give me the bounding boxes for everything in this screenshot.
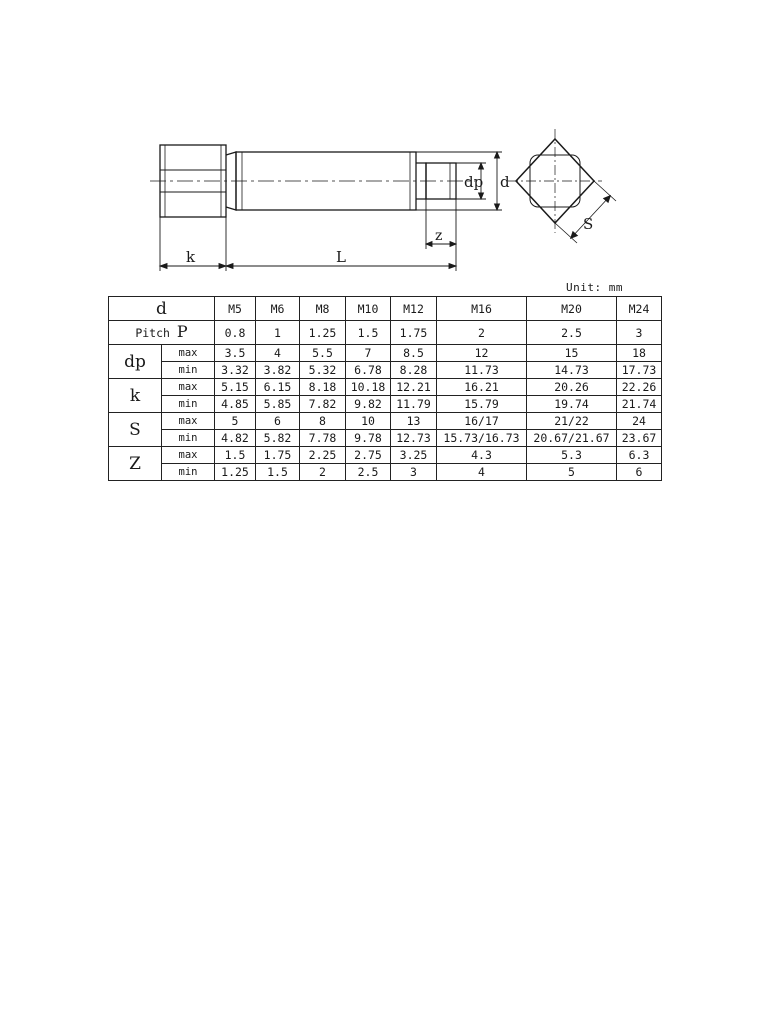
- value-cell: 17.73: [617, 362, 662, 379]
- pitch-cell: 1.5: [346, 321, 391, 345]
- dp-max-row: [109, 345, 662, 362]
- value-cell: 5.15: [215, 379, 256, 396]
- value-cell: 5.82: [256, 430, 300, 447]
- value-cell: 2.25: [300, 447, 346, 464]
- bolt-technical-drawing: [150, 125, 630, 275]
- value-cell: 2.75: [346, 447, 391, 464]
- label-L: L: [336, 248, 346, 266]
- z-label: Z: [109, 447, 162, 481]
- label-k: k: [186, 248, 196, 266]
- size-cell: M10: [346, 297, 391, 321]
- value-cell: 8: [300, 413, 346, 430]
- specification-table: [108, 296, 662, 481]
- size-cell: M20: [527, 297, 617, 321]
- value-cell: 8.18: [300, 379, 346, 396]
- value-cell: 5.85: [256, 396, 300, 413]
- pitch-cell: 0.8: [215, 321, 256, 345]
- value-cell: 8.5: [391, 345, 437, 362]
- end-view-square: [508, 129, 616, 243]
- value-cell: 23.67: [617, 430, 662, 447]
- value-cell: 12: [437, 345, 527, 362]
- value-cell: 16.21: [437, 379, 527, 396]
- size-cell: M8: [300, 297, 346, 321]
- value-cell: 1.75: [256, 447, 300, 464]
- size-cell: M5: [215, 297, 256, 321]
- value-cell: 16/17: [437, 413, 527, 430]
- value-cell: 12.21: [391, 379, 437, 396]
- k-max-row: [109, 379, 662, 396]
- size-cell: M24: [617, 297, 662, 321]
- label-z: z: [435, 228, 443, 244]
- value-cell: 21.74: [617, 396, 662, 413]
- value-cell: 3.82: [256, 362, 300, 379]
- min-label: min: [162, 362, 215, 379]
- pitch-label: [109, 321, 215, 345]
- value-cell: 20.26: [527, 379, 617, 396]
- pitch-cell: 1.25: [300, 321, 346, 345]
- value-cell: 15: [527, 345, 617, 362]
- value-cell: 8.28: [391, 362, 437, 379]
- z-min-row: [109, 464, 662, 481]
- z-max-row: [109, 447, 662, 464]
- label-d: d: [500, 173, 510, 191]
- value-cell: 5: [215, 413, 256, 430]
- s-max-row: [109, 413, 662, 430]
- value-cell: 6.3: [617, 447, 662, 464]
- value-cell: 7.78: [300, 430, 346, 447]
- value-cell: 5.3: [527, 447, 617, 464]
- size-cell: M12: [391, 297, 437, 321]
- value-cell: 22.26: [617, 379, 662, 396]
- value-cell: 10.18: [346, 379, 391, 396]
- value-cell: 3.5: [215, 345, 256, 362]
- value-cell: 6: [617, 464, 662, 481]
- value-cell: 6: [256, 413, 300, 430]
- pitch-cell: 2: [437, 321, 527, 345]
- pitch-cell: 1.75: [391, 321, 437, 345]
- size-cell: M6: [256, 297, 300, 321]
- max-label: max: [162, 447, 215, 464]
- value-cell: 3.32: [215, 362, 256, 379]
- k-label: k: [109, 379, 162, 413]
- value-cell: 1.25: [215, 464, 256, 481]
- dp-min-row: [109, 362, 662, 379]
- value-cell: 15.73/16.73: [437, 430, 527, 447]
- value-cell: 9.82: [346, 396, 391, 413]
- value-cell: 5: [527, 464, 617, 481]
- min-label: min: [162, 396, 215, 413]
- pitch-cell: 1: [256, 321, 300, 345]
- header-row: [109, 297, 662, 321]
- value-cell: 4.85: [215, 396, 256, 413]
- s-label: S: [109, 413, 162, 447]
- pitch-row: [109, 321, 662, 345]
- label-S: S: [583, 215, 594, 233]
- s-min-row: [109, 430, 662, 447]
- value-cell: 1.5: [215, 447, 256, 464]
- pitch-label-text: Pitch: [135, 326, 170, 340]
- size-cell: M16: [437, 297, 527, 321]
- value-cell: 21/22: [527, 413, 617, 430]
- value-cell: 11.73: [437, 362, 527, 379]
- pitch-symbol: P: [176, 322, 188, 341]
- value-cell: 5.32: [300, 362, 346, 379]
- value-cell: 11.79: [391, 396, 437, 413]
- value-cell: 4.82: [215, 430, 256, 447]
- value-cell: 1.5: [256, 464, 300, 481]
- label-dp: dp: [464, 173, 484, 191]
- max-label: max: [162, 345, 215, 362]
- value-cell: 12.73: [391, 430, 437, 447]
- value-cell: 4.3: [437, 447, 527, 464]
- k-min-row: [109, 396, 662, 413]
- value-cell: 10: [346, 413, 391, 430]
- header-d-label: d: [109, 297, 215, 321]
- value-cell: 3.25: [391, 447, 437, 464]
- max-label: max: [162, 379, 215, 396]
- value-cell: 19.74: [527, 396, 617, 413]
- unit-label: Unit: mm: [566, 281, 623, 294]
- value-cell: 7: [346, 345, 391, 362]
- value-cell: 24: [617, 413, 662, 430]
- value-cell: 14.73: [527, 362, 617, 379]
- value-cell: 4: [437, 464, 527, 481]
- value-cell: 4: [256, 345, 300, 362]
- value-cell: 18: [617, 345, 662, 362]
- value-cell: 13: [391, 413, 437, 430]
- max-label: max: [162, 413, 215, 430]
- pitch-cell: 2.5: [527, 321, 617, 345]
- min-label: min: [162, 464, 215, 481]
- value-cell: 20.67/21.67: [527, 430, 617, 447]
- value-cell: 5.5: [300, 345, 346, 362]
- value-cell: 2: [300, 464, 346, 481]
- value-cell: 6.15: [256, 379, 300, 396]
- value-cell: 7.82: [300, 396, 346, 413]
- dp-label: dp: [109, 345, 162, 379]
- value-cell: 6.78: [346, 362, 391, 379]
- pitch-cell: 3: [617, 321, 662, 345]
- value-cell: 15.79: [437, 396, 527, 413]
- value-cell: 3: [391, 464, 437, 481]
- min-label: min: [162, 430, 215, 447]
- value-cell: 2.5: [346, 464, 391, 481]
- value-cell: 9.78: [346, 430, 391, 447]
